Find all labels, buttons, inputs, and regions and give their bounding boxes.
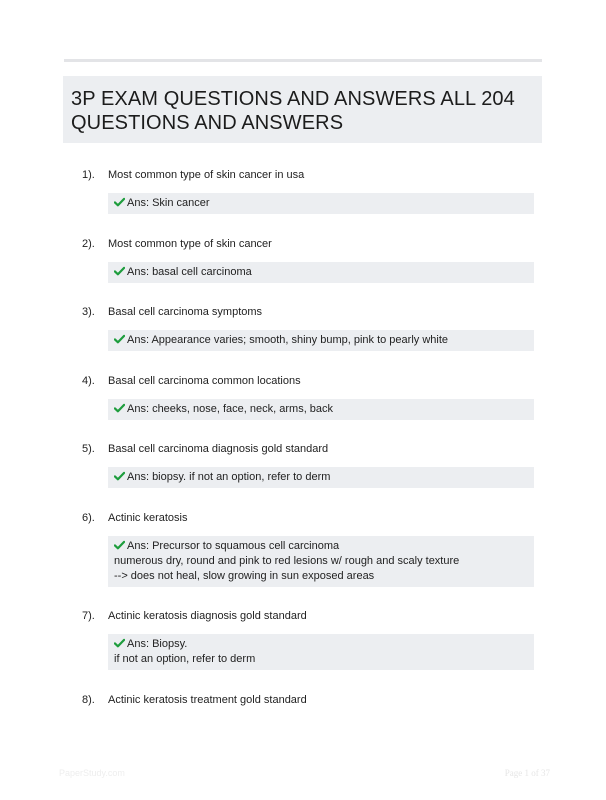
question-number: 1). xyxy=(82,169,95,181)
check-icon xyxy=(114,540,125,550)
answer-box xyxy=(108,536,534,587)
top-divider xyxy=(64,59,542,62)
check-icon xyxy=(114,197,125,207)
page-title: 3P EXAM QUESTIONS AND ANSWERS ALL 204 QUESTIONS AND ANSWERS xyxy=(71,88,515,134)
answer-box xyxy=(108,330,534,351)
question-text: Basal cell carcinoma symptoms xyxy=(108,306,263,318)
title-banner xyxy=(63,76,542,143)
check-icon xyxy=(114,403,125,413)
check-icon xyxy=(114,334,125,344)
question-text: Most common type of skin cancer in usa xyxy=(108,169,305,181)
question-text: Basal cell carcinoma diagnosis gold standard xyxy=(108,443,329,455)
answer-box xyxy=(108,399,534,420)
answer-box xyxy=(108,467,534,488)
question-text: Actinic keratosis treatment gold standard xyxy=(108,694,307,706)
answer-text: --> does not heal, slow growing in sun exposed areas xyxy=(114,570,375,582)
question-number: 3). xyxy=(82,306,95,318)
answer-text: Ans: Precursor to squamous cell carcinoma xyxy=(127,540,340,552)
question-number: 8). xyxy=(82,694,95,706)
question-number: 7). xyxy=(82,610,95,622)
answer-text: numerous dry, round and pink to red lesions w/ rough and scaly texture xyxy=(114,555,460,567)
question-text: Most common type of skin cancer xyxy=(108,238,272,250)
question-text: Basal cell carcinoma common locations xyxy=(108,375,301,387)
check-icon xyxy=(114,638,125,648)
question-text: Actinic keratosis xyxy=(108,512,188,524)
answer-box xyxy=(108,262,534,283)
answer-box xyxy=(108,634,534,670)
footer-site: PaperStudy.com xyxy=(59,768,125,778)
answer-text: Ans: basal cell carcinoma xyxy=(127,266,252,278)
answer-text: Ans: Skin cancer xyxy=(127,197,210,209)
check-icon xyxy=(114,471,125,481)
question-text: Actinic keratosis diagnosis gold standard xyxy=(108,610,307,622)
answer-box xyxy=(108,193,534,214)
footer-page-number: Page 1 of 37 xyxy=(504,768,550,778)
question-number: 4). xyxy=(82,375,95,387)
answer-text: Ans: cheeks, nose, face, neck, arms, back xyxy=(127,403,334,415)
answer-text: Ans: biopsy. if not an option, refer to derm xyxy=(127,471,331,483)
question-number: 6). xyxy=(82,512,95,524)
answer-text: Ans: Appearance varies; smooth, shiny bump, pink to pearly white xyxy=(127,334,449,346)
question-number: 2). xyxy=(82,238,95,250)
answer-text: Ans: Biopsy. xyxy=(127,638,188,650)
answer-text: if not an option, refer to derm xyxy=(114,653,256,665)
question-number: 5). xyxy=(82,443,95,455)
check-icon xyxy=(114,266,125,276)
